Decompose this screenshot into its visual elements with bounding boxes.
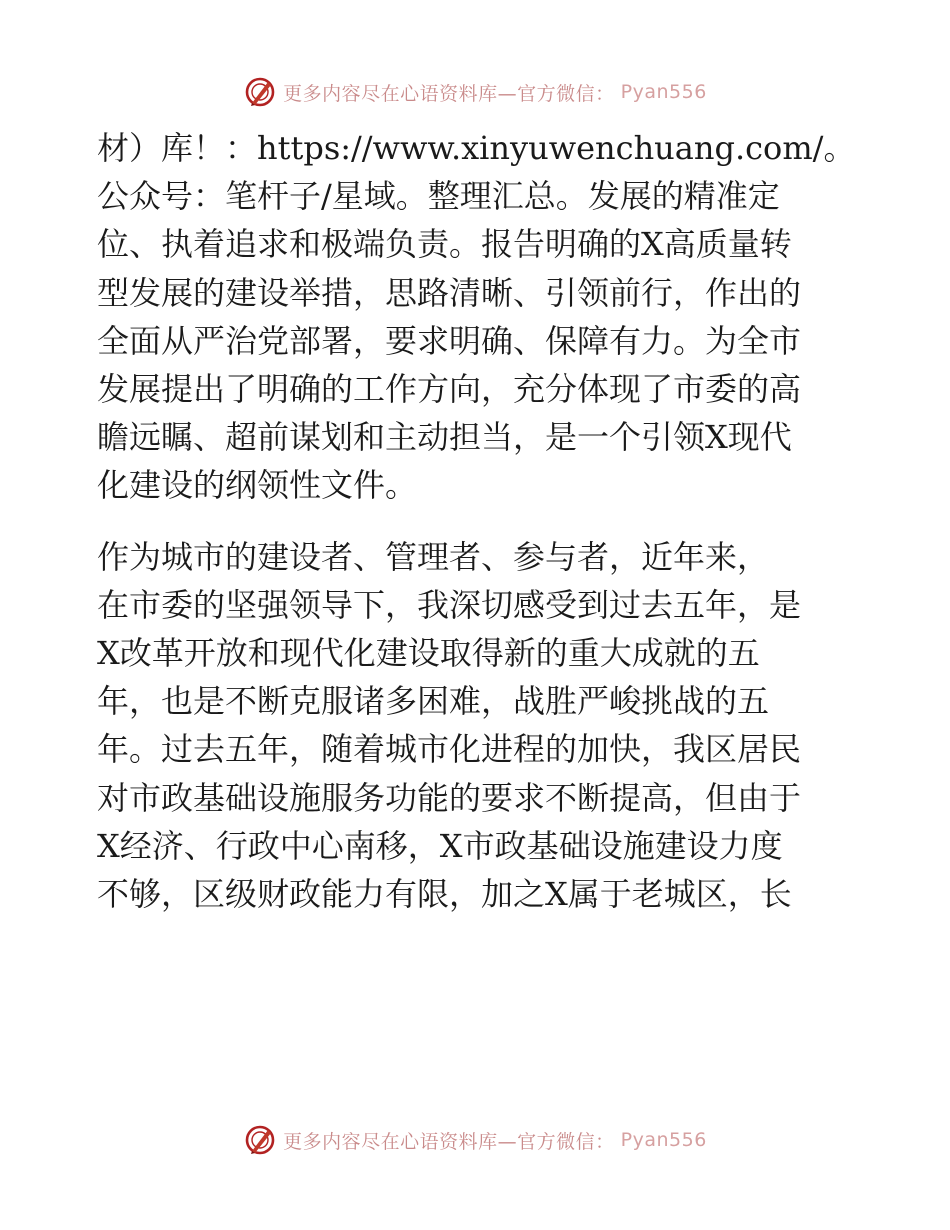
text-line: 位、执着追求和极端负责。报告明确的X高质量转 (97, 225, 792, 264)
text-line: 瞻远瞩、超前谋划和主动担当，是一个引领X现代 (97, 418, 792, 457)
paragraph-2 (97, 533, 857, 919)
pen-circle-logo-icon (243, 75, 277, 109)
text-line: X改革开放和现代化建设取得新的重大成就的五 (97, 634, 760, 673)
text-line: 年，也是不断克服诸多困难，战胜严峻挑战的五 (97, 682, 770, 721)
paragraph-spacer (97, 510, 857, 533)
text-line: 对市政基础设施服务功能的要求不断提高，但由于 (97, 778, 802, 817)
footer-banner-handle: Pyan556 (620, 1129, 707, 1151)
text-line: 型发展的建设举措，思路清晰、引领前行，作出的 (97, 273, 802, 312)
header-banner-handle: Pyan556 (620, 81, 707, 103)
header-banner (0, 72, 950, 112)
text-line: 发展提出了明确的工作方向，充分体现了市委的高 (97, 370, 802, 409)
pen-circle-logo-icon (243, 1123, 277, 1157)
text-line: 作为城市的建设者、管理者、参与者，近年来， (97, 537, 770, 576)
header-banner-inner (243, 75, 707, 109)
text-line: 不够，区级财政能力有限，加之X属于老城区，长 (97, 875, 792, 914)
footer-banner-text: 更多内容尽在心语资料库—官方微信： (283, 1130, 615, 1153)
text-line: 化建设的纲领性文件。 (97, 466, 418, 505)
document-body (97, 124, 857, 918)
text-line: X经济、行政中心南移，X市政基础设施建设力度 (97, 826, 783, 865)
text-line: 材）库！：https://www.xinyuwenchuang.com/。 (97, 129, 856, 167)
footer-banner-inner (243, 1123, 707, 1157)
paragraph-1 (97, 124, 857, 510)
footer-banner (0, 1120, 950, 1160)
text-line: 年。过去五年，随着城市化进程的加快，我区居民 (97, 730, 802, 769)
text-line: 在市委的坚强领导下，我深切感受到过去五年，是 (97, 585, 802, 624)
header-banner-text: 更多内容尽在心语资料库—官方微信： (283, 82, 615, 105)
text-line: 全面从严治党部署，要求明确、保障有力。为全市 (97, 321, 802, 360)
text-line: 公众号：笔杆子/星域。整理汇总。发展的精准定 (97, 177, 780, 216)
